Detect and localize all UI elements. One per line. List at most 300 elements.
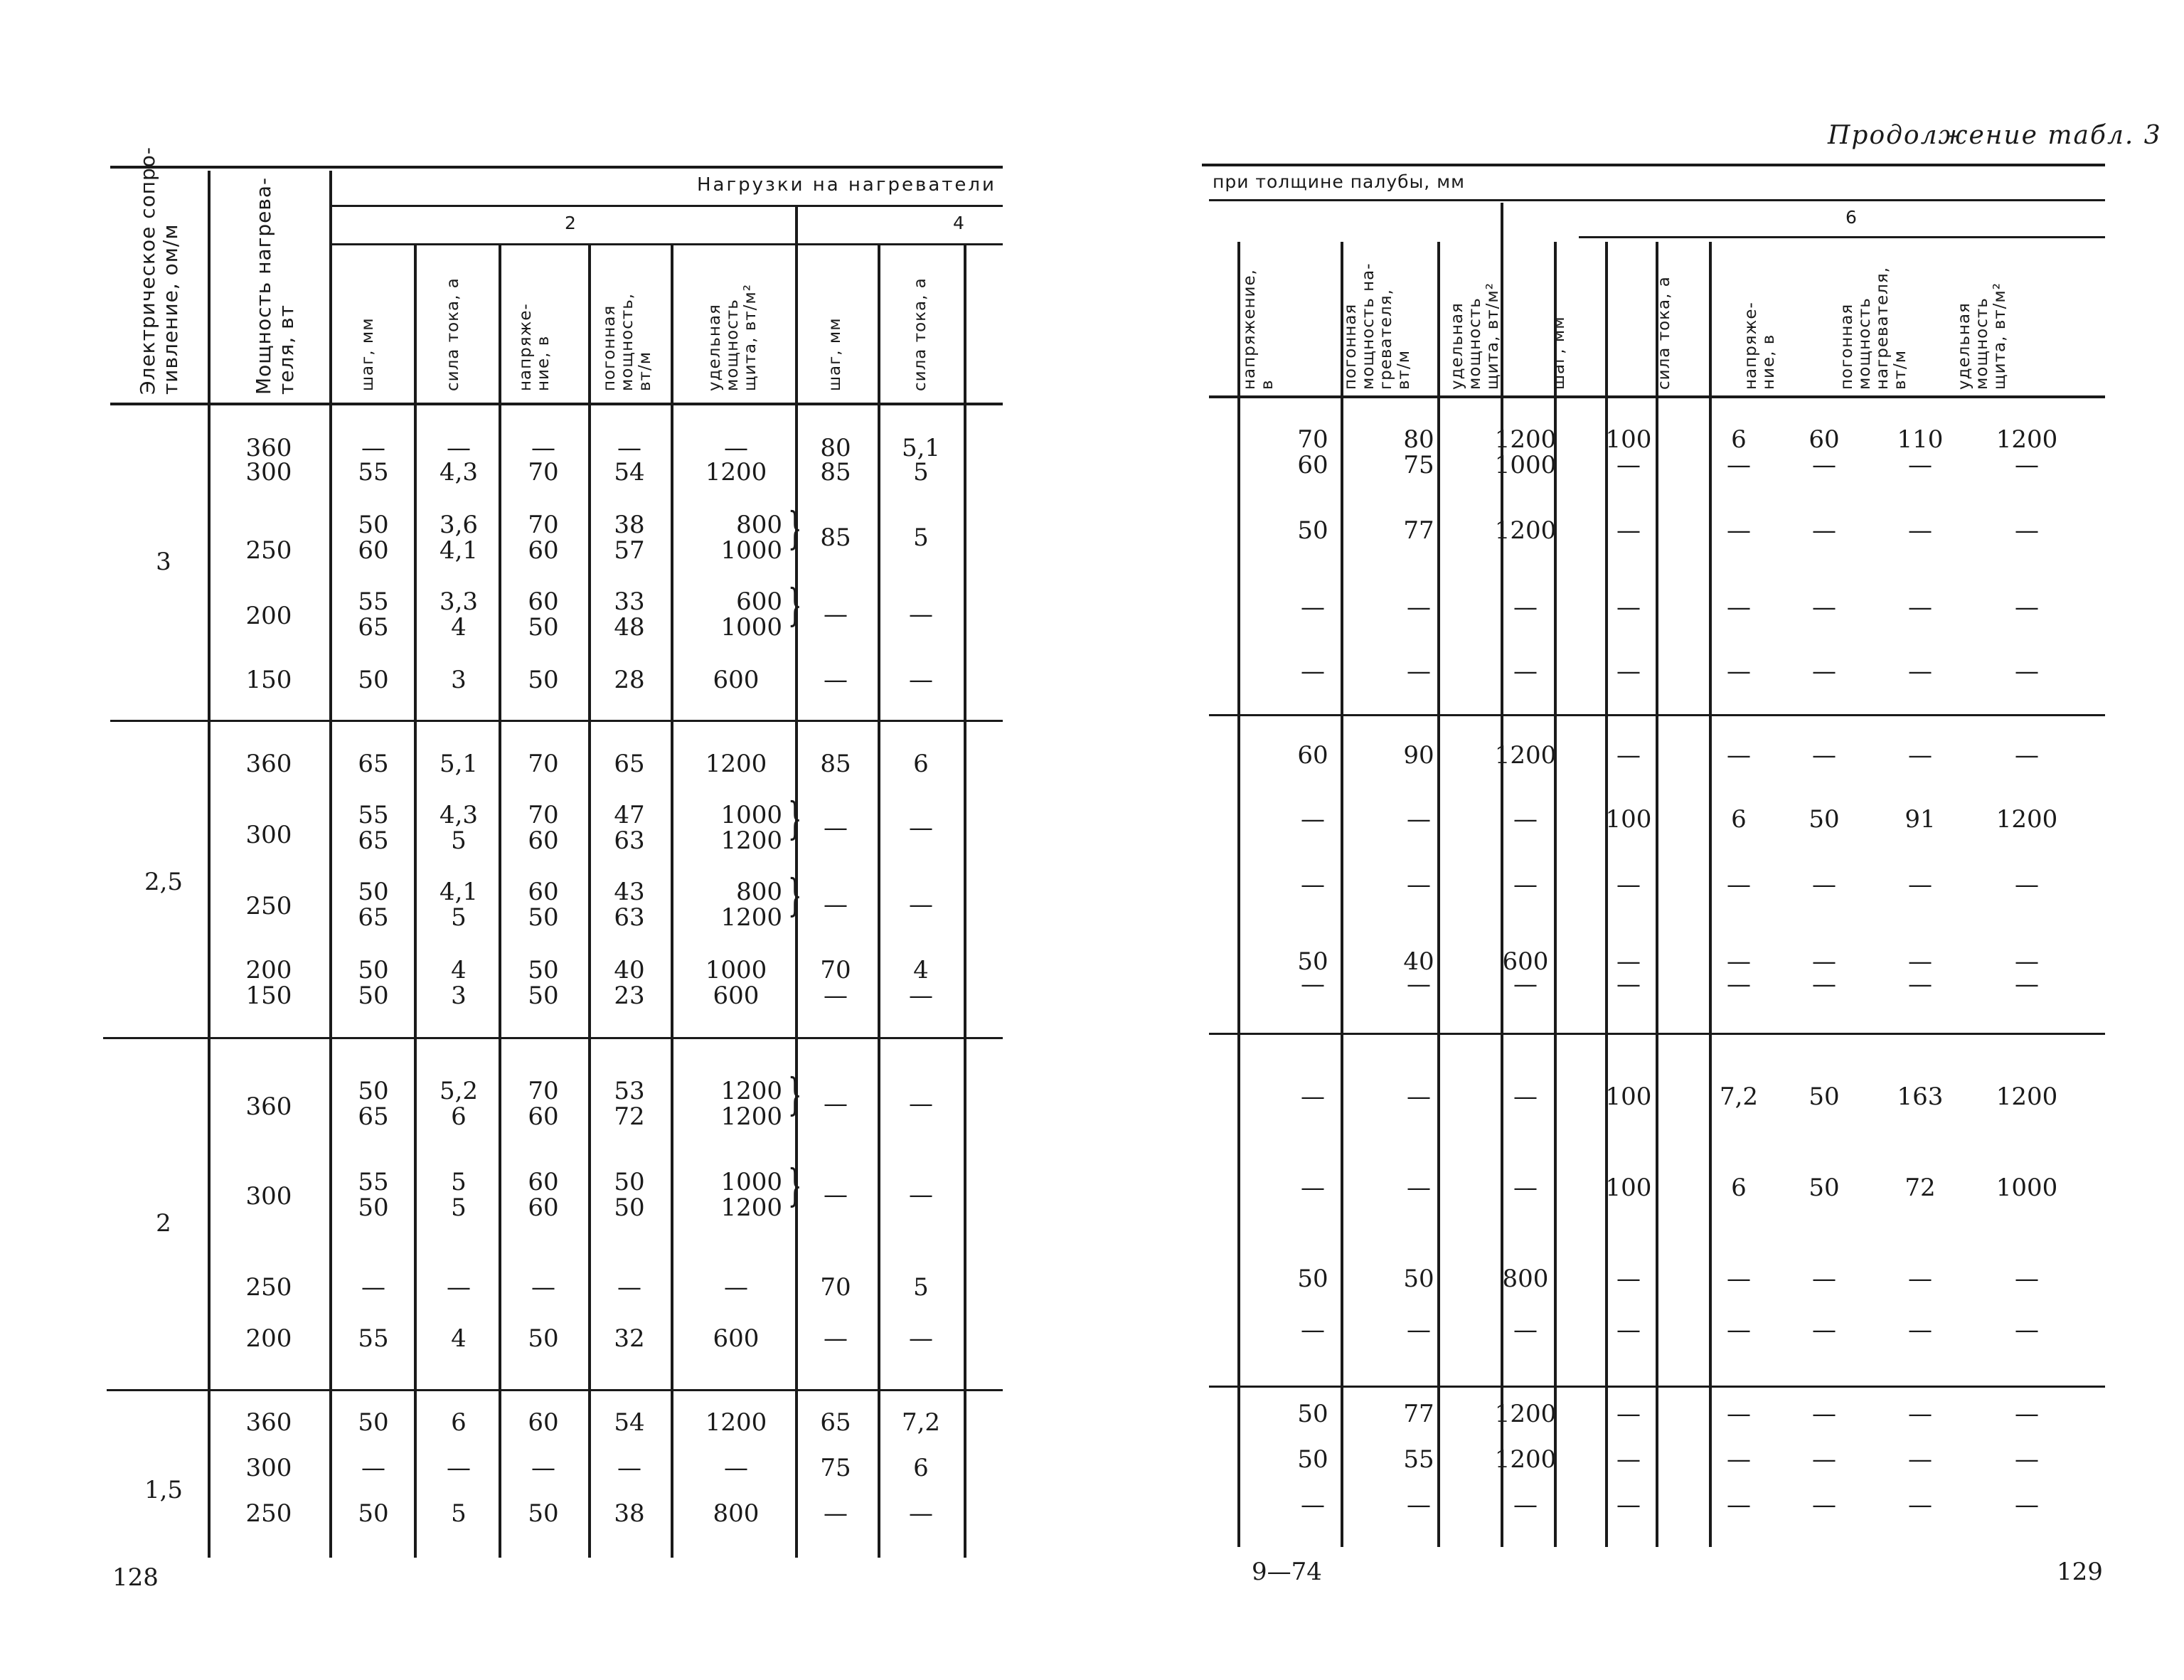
brace-icon: } bbox=[787, 1159, 802, 1211]
resistance-value: 2 bbox=[156, 1209, 171, 1238]
cell-voltage-6: — bbox=[1812, 1316, 1836, 1344]
cell-linear: 65 bbox=[614, 750, 645, 778]
cell-specific: 1000 bbox=[705, 956, 767, 984]
cell-voltage: 60 50 bbox=[528, 878, 559, 932]
cell-power: 300 bbox=[245, 1182, 292, 1211]
cell-linear: 33 48 bbox=[614, 588, 645, 642]
cell-power: 200 bbox=[245, 602, 292, 630]
cell-step-6: — bbox=[1616, 1491, 1641, 1519]
header-rule bbox=[331, 243, 1003, 245]
cell-current-6: 6 bbox=[1731, 1174, 1747, 1202]
cell-current: — bbox=[447, 1273, 471, 1302]
cell-specific: — bbox=[724, 434, 748, 462]
cell-current-4: 5 bbox=[913, 458, 929, 487]
header-current-4: сила тока, а bbox=[911, 277, 929, 391]
cell-linear: 40 bbox=[1403, 947, 1434, 976]
cell-linear: 54 bbox=[614, 458, 645, 487]
cell-voltage-6: — bbox=[1812, 657, 1836, 686]
cell-linear: — bbox=[617, 1454, 641, 1482]
header-loads: Нагрузки на нагреватели bbox=[697, 174, 996, 196]
header-group-2: 2 bbox=[565, 213, 577, 233]
cell-current-4: — bbox=[909, 1090, 933, 1118]
cell-specific: 600 bbox=[713, 666, 760, 694]
cell-specific: 1200 1200 bbox=[720, 1077, 782, 1131]
cell-voltage: 70 60 bbox=[528, 801, 559, 855]
cell-step: — bbox=[361, 434, 385, 462]
cell-specific: 800 1200 bbox=[720, 878, 782, 932]
header-voltage: напряжение, в bbox=[1240, 269, 1277, 390]
cell-specific: 600 bbox=[713, 1324, 760, 1353]
cell-linear: 50 bbox=[1403, 1265, 1434, 1293]
cell-linear-6: 91 bbox=[1905, 805, 1936, 834]
cell-specific: 800 bbox=[713, 1499, 760, 1528]
cell-voltage: 70 60 bbox=[528, 1077, 559, 1131]
cell-power: 360 bbox=[245, 1092, 292, 1121]
cell-specific: 1200 bbox=[1494, 1400, 1557, 1428]
cell-step-4: — bbox=[824, 1090, 848, 1118]
header-group-6: 6 bbox=[1845, 207, 1858, 228]
cell-linear: 77 bbox=[1403, 1400, 1434, 1428]
cell-current-4: 4 bbox=[913, 956, 929, 984]
cell-voltage: — bbox=[531, 1273, 555, 1302]
cell-linear: 75 bbox=[1403, 451, 1434, 479]
table-top-rule bbox=[110, 166, 1003, 169]
cell-current: 4 bbox=[451, 956, 467, 984]
col-rule bbox=[329, 171, 332, 1558]
cell-voltage: 50 bbox=[1297, 947, 1328, 976]
cell-voltage-6: — bbox=[1812, 1491, 1836, 1519]
cell-step-6: — bbox=[1616, 593, 1641, 622]
col-rule bbox=[414, 245, 417, 1558]
cell-voltage: — bbox=[1301, 1316, 1325, 1344]
cell-power: 360 bbox=[245, 434, 292, 462]
cell-power: 250 bbox=[245, 1273, 292, 1302]
cell-linear-6: — bbox=[1908, 1400, 1932, 1428]
cell-current-6: — bbox=[1727, 451, 1751, 479]
cell-specific-6: 1200 bbox=[1996, 1083, 2058, 1111]
header-resistance: Электрическое сопро- тивление, ом/м bbox=[136, 146, 182, 395]
cell-current-4: 6 bbox=[913, 750, 929, 778]
cell-linear: — bbox=[1407, 1491, 1431, 1519]
cell-specific: 600 bbox=[1502, 947, 1549, 976]
cell-voltage: 50 bbox=[528, 982, 559, 1010]
cell-linear: 23 bbox=[614, 982, 645, 1010]
cell-linear-6: — bbox=[1908, 741, 1932, 770]
cell-voltage: — bbox=[531, 434, 555, 462]
cell-step-6: — bbox=[1616, 947, 1641, 976]
header-current: сила тока, а bbox=[444, 277, 462, 391]
cell-linear: — bbox=[1407, 1316, 1431, 1344]
brace-icon: } bbox=[787, 579, 802, 631]
cell-linear-6: — bbox=[1908, 657, 1932, 686]
cell-current: 3 bbox=[451, 666, 467, 694]
cell-power: 200 bbox=[245, 956, 292, 984]
cell-specific: 1200 bbox=[1494, 1445, 1557, 1474]
cell-current: 5 bbox=[451, 1499, 467, 1528]
cell-current: 3 bbox=[451, 982, 467, 1010]
cell-step-4: — bbox=[824, 1324, 848, 1353]
cell-linear: — bbox=[1407, 593, 1431, 622]
right-page bbox=[1092, 0, 2184, 1680]
cell-step-4: — bbox=[824, 1181, 848, 1209]
cell-specific-6: — bbox=[2015, 947, 2039, 976]
cell-current: 4,3 5 bbox=[439, 801, 479, 855]
cell-step-4: 85 bbox=[820, 458, 851, 487]
cell-specific-6: — bbox=[2015, 1400, 2039, 1428]
cell-specific: — bbox=[1513, 657, 1538, 686]
cell-current: 5,1 bbox=[439, 750, 479, 778]
cell-current-6: — bbox=[1727, 1445, 1751, 1474]
cell-specific: — bbox=[1513, 805, 1538, 834]
header-rule bbox=[331, 205, 1003, 207]
cell-current-6: — bbox=[1727, 1316, 1751, 1344]
cell-voltage: 70 bbox=[528, 458, 559, 487]
cell-linear: 80 bbox=[1403, 425, 1434, 454]
cell-power: 150 bbox=[245, 982, 292, 1010]
cell-voltage-6: — bbox=[1812, 970, 1836, 999]
cell-specific: — bbox=[1513, 1083, 1538, 1111]
cell-current-4: — bbox=[909, 814, 933, 842]
brace-icon: } bbox=[787, 1068, 802, 1120]
cell-specific: 1000 1200 bbox=[720, 1168, 782, 1222]
cell-current-6: 6 bbox=[1731, 805, 1747, 834]
cell-specific: 1200 bbox=[1494, 741, 1557, 770]
header-heater-power: Мощность нагрева- теля, вт bbox=[252, 176, 298, 395]
cell-voltage-6: — bbox=[1812, 947, 1836, 976]
cell-current-6: — bbox=[1727, 1265, 1751, 1293]
cell-linear: 28 bbox=[614, 666, 645, 694]
brace-icon: } bbox=[787, 869, 802, 921]
cell-power: 200 bbox=[245, 1324, 292, 1353]
cell-specific: 800 1000 bbox=[720, 511, 782, 565]
cell-specific-6: — bbox=[2015, 451, 2039, 479]
cell-current-6: 6 bbox=[1731, 425, 1747, 454]
cell-step-6: 100 bbox=[1605, 1174, 1652, 1202]
cell-specific-6: 1200 bbox=[1996, 805, 2058, 834]
cell-specific: — bbox=[1513, 1174, 1538, 1202]
cell-voltage-6: 60 bbox=[1809, 425, 1840, 454]
cell-voltage: — bbox=[1301, 1491, 1325, 1519]
cell-step-4: — bbox=[824, 666, 848, 694]
cell-step-4: 65 bbox=[820, 1408, 851, 1437]
cell-specific-6: — bbox=[2015, 1445, 2039, 1474]
cell-specific: — bbox=[1513, 871, 1538, 899]
cell-current: 3,3 4 bbox=[439, 588, 479, 642]
col-rule bbox=[1237, 242, 1240, 1547]
cell-specific: — bbox=[1513, 1491, 1538, 1519]
cell-power: 150 bbox=[245, 666, 292, 694]
col-rule bbox=[671, 245, 673, 1558]
header-step-4: шаг, мм bbox=[826, 317, 844, 391]
cell-current-6: — bbox=[1727, 1491, 1751, 1519]
cell-linear: 54 bbox=[614, 1408, 645, 1437]
cell-specific-6: — bbox=[2015, 516, 2039, 545]
header-linear-power: погонная мощность на- гревателя, вт/м bbox=[1341, 262, 1413, 390]
cell-specific: 1200 bbox=[705, 458, 767, 487]
cell-current-6: — bbox=[1727, 1400, 1751, 1428]
cell-voltage-6: — bbox=[1812, 1265, 1836, 1293]
cell-step-6: 100 bbox=[1605, 1083, 1652, 1111]
cell-specific: — bbox=[724, 1454, 748, 1482]
cell-voltage-6: 50 bbox=[1809, 1083, 1840, 1111]
cell-specific: — bbox=[724, 1273, 748, 1302]
cell-step-4: — bbox=[824, 600, 848, 629]
cell-linear: 38 bbox=[614, 1499, 645, 1528]
cell-specific-6: — bbox=[2015, 1316, 2039, 1344]
cell-linear-6: — bbox=[1908, 593, 1932, 622]
cell-current-4: 6 bbox=[913, 1454, 929, 1482]
cell-step: 50 60 bbox=[358, 511, 389, 565]
cell-current-4: — bbox=[909, 666, 933, 694]
group-rule bbox=[110, 720, 1003, 722]
group-rule bbox=[107, 1389, 1003, 1391]
cell-current-4: — bbox=[909, 1499, 933, 1528]
continuation-title: Продолжение табл. 3 bbox=[1828, 121, 2162, 150]
cell-voltage: 50 bbox=[528, 956, 559, 984]
cell-linear: — bbox=[1407, 1083, 1431, 1111]
page-number: 129 bbox=[2057, 1558, 2103, 1586]
brace-icon: } bbox=[787, 792, 802, 844]
cell-linear-6: — bbox=[1908, 516, 1932, 545]
table-top-rule bbox=[1202, 164, 2105, 166]
cell-current-4: 5,1 bbox=[901, 434, 941, 462]
cell-linear-6: 72 bbox=[1905, 1174, 1936, 1202]
cell-step: — bbox=[361, 1454, 385, 1482]
cell-voltage: — bbox=[1301, 871, 1325, 899]
cell-step: 50 65 bbox=[358, 878, 389, 932]
cell-voltage: — bbox=[1301, 805, 1325, 834]
col-rule bbox=[964, 245, 966, 1558]
cell-power: 250 bbox=[245, 536, 292, 565]
cell-voltage: 60 bbox=[1297, 451, 1328, 479]
cell-linear: — bbox=[617, 434, 641, 462]
header-step: шаг, мм bbox=[358, 317, 377, 391]
cell-linear-6: 110 bbox=[1897, 425, 1944, 454]
cell-step-6: — bbox=[1616, 1445, 1641, 1474]
cell-voltage: 50 bbox=[1297, 516, 1328, 545]
cell-current: 4,3 bbox=[439, 458, 479, 487]
cell-step: 55 bbox=[358, 1324, 389, 1353]
header-group-4: 4 bbox=[953, 213, 965, 233]
cell-specific: — bbox=[1513, 593, 1538, 622]
cell-step-6: — bbox=[1616, 741, 1641, 770]
cell-specific: — bbox=[1513, 970, 1538, 999]
cell-power: 360 bbox=[245, 1408, 292, 1437]
cell-specific-6: — bbox=[2015, 1491, 2039, 1519]
cell-step-4: 80 bbox=[820, 434, 851, 462]
cell-current-4: 5 bbox=[913, 1273, 929, 1302]
cell-linear: — bbox=[1407, 657, 1431, 686]
cell-current-6: — bbox=[1727, 516, 1751, 545]
header-specific-power: удельная мощность щита, вт/м² bbox=[1448, 282, 1502, 390]
cell-voltage: 50 bbox=[1297, 1445, 1328, 1474]
cell-power: 360 bbox=[245, 750, 292, 778]
header-specific-power: удельная мощность щита, вт/м² bbox=[705, 284, 760, 391]
cell-step-6: — bbox=[1616, 657, 1641, 686]
cell-specific: 800 bbox=[1502, 1265, 1549, 1293]
cell-linear-6: — bbox=[1908, 1316, 1932, 1344]
cell-voltage: 70 bbox=[528, 750, 559, 778]
cell-step-6: — bbox=[1616, 451, 1641, 479]
cell-step-6: — bbox=[1616, 871, 1641, 899]
cell-linear: 77 bbox=[1403, 516, 1434, 545]
cell-linear: — bbox=[1407, 1174, 1431, 1202]
cell-power: 300 bbox=[245, 458, 292, 487]
cell-specific: 600 1000 bbox=[720, 588, 782, 642]
header-specific-power-6: удельная мощность щита, вт/м² bbox=[1955, 282, 2009, 390]
cell-voltage-6: — bbox=[1812, 1400, 1836, 1428]
cell-specific-6: 1200 bbox=[1996, 425, 2058, 454]
cell-current-6: — bbox=[1727, 593, 1751, 622]
header-linear-power-6: погонная мощность нагревателя, вт/м bbox=[1838, 266, 1909, 390]
cell-step: 50 65 bbox=[358, 1077, 389, 1131]
cell-current-4: 5 bbox=[913, 523, 929, 552]
cell-linear: 47 63 bbox=[614, 801, 645, 855]
header-thickness: при толщине палубы, мм bbox=[1213, 171, 1465, 192]
cell-step: 55 65 bbox=[358, 801, 389, 855]
cell-current-6: — bbox=[1727, 741, 1751, 770]
cell-power: 250 bbox=[245, 892, 292, 920]
cell-voltage: 50 bbox=[1297, 1265, 1328, 1293]
cell-linear-6: — bbox=[1908, 1491, 1932, 1519]
cell-step: 50 bbox=[358, 1408, 389, 1437]
header-linear-power: погонная мощность, вт/м bbox=[600, 292, 654, 391]
cell-linear: 53 72 bbox=[614, 1077, 645, 1131]
cell-step: 50 bbox=[358, 982, 389, 1010]
cell-voltage: 50 bbox=[528, 666, 559, 694]
cell-specific: 1200 bbox=[1494, 425, 1557, 454]
cell-linear: — bbox=[617, 1273, 641, 1302]
cell-voltage-6: — bbox=[1812, 871, 1836, 899]
header-rule bbox=[1579, 236, 2105, 238]
cell-specific-6: — bbox=[2015, 970, 2039, 999]
cell-current: 4 bbox=[451, 1324, 467, 1353]
cell-linear: 90 bbox=[1403, 741, 1434, 770]
col-rule bbox=[499, 245, 501, 1558]
cell-specific: 1200 bbox=[705, 1408, 767, 1437]
signature-mark: 9—74 bbox=[1252, 1558, 1322, 1586]
cell-current-6: — bbox=[1727, 871, 1751, 899]
resistance-value: 3 bbox=[156, 548, 171, 576]
cell-step: 50 bbox=[358, 666, 389, 694]
cell-current-4: — bbox=[909, 890, 933, 919]
cell-step-4: — bbox=[824, 814, 848, 842]
cell-specific: 1200 bbox=[705, 750, 767, 778]
cell-specific-6: — bbox=[2015, 657, 2039, 686]
cell-linear: 32 bbox=[614, 1324, 645, 1353]
cell-voltage-6: — bbox=[1812, 451, 1836, 479]
cell-current-6: — bbox=[1727, 970, 1751, 999]
cell-current-4: — bbox=[909, 600, 933, 629]
cell-step-4: 70 bbox=[820, 956, 851, 984]
cell-linear-6: — bbox=[1908, 871, 1932, 899]
cell-step-4: — bbox=[824, 890, 848, 919]
cell-step-4: 85 bbox=[820, 523, 851, 552]
cell-current: 3,6 4,1 bbox=[439, 511, 479, 565]
cell-linear: — bbox=[1407, 805, 1431, 834]
cell-step-4: — bbox=[824, 982, 848, 1010]
cell-voltage: — bbox=[1301, 1174, 1325, 1202]
cell-voltage-6: — bbox=[1812, 593, 1836, 622]
cell-current: 5,2 6 bbox=[439, 1077, 479, 1131]
header-voltage: напряже- ние, в bbox=[516, 303, 553, 391]
cell-voltage: — bbox=[1301, 657, 1325, 686]
cell-voltage: — bbox=[1301, 1083, 1325, 1111]
cell-voltage: 50 bbox=[528, 1324, 559, 1353]
cell-step-6: — bbox=[1616, 1400, 1641, 1428]
page-number: 128 bbox=[112, 1563, 159, 1592]
cell-current: 5 5 bbox=[451, 1168, 467, 1222]
cell-step-4: 70 bbox=[820, 1273, 851, 1302]
cell-current: — bbox=[447, 434, 471, 462]
header-step-6: шаг, мм bbox=[1550, 316, 1568, 390]
cell-linear: 50 50 bbox=[614, 1168, 645, 1222]
header-rule bbox=[1209, 199, 2105, 201]
cell-voltage-6: 50 bbox=[1809, 805, 1840, 834]
cell-step-6: 100 bbox=[1605, 805, 1652, 834]
cell-voltage-6: — bbox=[1812, 741, 1836, 770]
cell-step-6: — bbox=[1616, 516, 1641, 545]
cell-linear: 43 63 bbox=[614, 878, 645, 932]
cell-voltage: 60 bbox=[1297, 741, 1328, 770]
cell-linear-6: — bbox=[1908, 451, 1932, 479]
cell-linear: — bbox=[1407, 970, 1431, 999]
cell-power: 300 bbox=[245, 821, 292, 849]
brace-icon: } bbox=[787, 502, 802, 554]
cell-current-4: — bbox=[909, 982, 933, 1010]
cell-step: 55 bbox=[358, 458, 389, 487]
cell-specific: — bbox=[1513, 1316, 1538, 1344]
cell-current-6: 7,2 bbox=[1719, 1083, 1759, 1111]
cell-voltage: — bbox=[1301, 593, 1325, 622]
cell-voltage: — bbox=[1301, 970, 1325, 999]
cell-step: — bbox=[361, 1273, 385, 1302]
cell-current-4: — bbox=[909, 1324, 933, 1353]
cell-linear-6: 163 bbox=[1897, 1083, 1944, 1111]
cell-specific-6: — bbox=[2015, 741, 2039, 770]
resistance-value: 1,5 bbox=[144, 1476, 183, 1504]
header-voltage-6: напряже- ние, в bbox=[1742, 302, 1778, 390]
cell-voltage: 50 bbox=[1297, 1400, 1328, 1428]
cell-power: 300 bbox=[245, 1454, 292, 1482]
header-bottom-rule bbox=[110, 403, 1003, 405]
cell-step-6: — bbox=[1616, 1265, 1641, 1293]
cell-specific-6: 1000 bbox=[1996, 1174, 2058, 1202]
cell-voltage: 60 60 bbox=[528, 1168, 559, 1222]
cell-step-4: — bbox=[824, 1499, 848, 1528]
resistance-value: 2,5 bbox=[144, 868, 183, 896]
group-rule bbox=[103, 1037, 1003, 1039]
cell-voltage: 60 50 bbox=[528, 588, 559, 642]
cell-specific: 1200 bbox=[1494, 516, 1557, 545]
cell-step-4: 85 bbox=[820, 750, 851, 778]
cell-step-6: 100 bbox=[1605, 425, 1652, 454]
cell-specific: 1000 1200 bbox=[720, 801, 782, 855]
cell-specific-6: — bbox=[2015, 1265, 2039, 1293]
cell-linear: 40 bbox=[614, 956, 645, 984]
cell-linear: — bbox=[1407, 871, 1431, 899]
cell-specific: 1000 bbox=[1494, 451, 1557, 479]
cell-voltage: 70 60 bbox=[528, 511, 559, 565]
cell-current-6: — bbox=[1727, 947, 1751, 976]
cell-voltage-6: — bbox=[1812, 1445, 1836, 1474]
cell-current: 6 bbox=[451, 1408, 467, 1437]
cell-power: 250 bbox=[245, 1499, 292, 1528]
cell-current: 4,1 5 bbox=[439, 878, 479, 932]
col-rule bbox=[878, 245, 880, 1558]
cell-specific-6: — bbox=[2015, 593, 2039, 622]
cell-linear-6: — bbox=[1908, 1265, 1932, 1293]
